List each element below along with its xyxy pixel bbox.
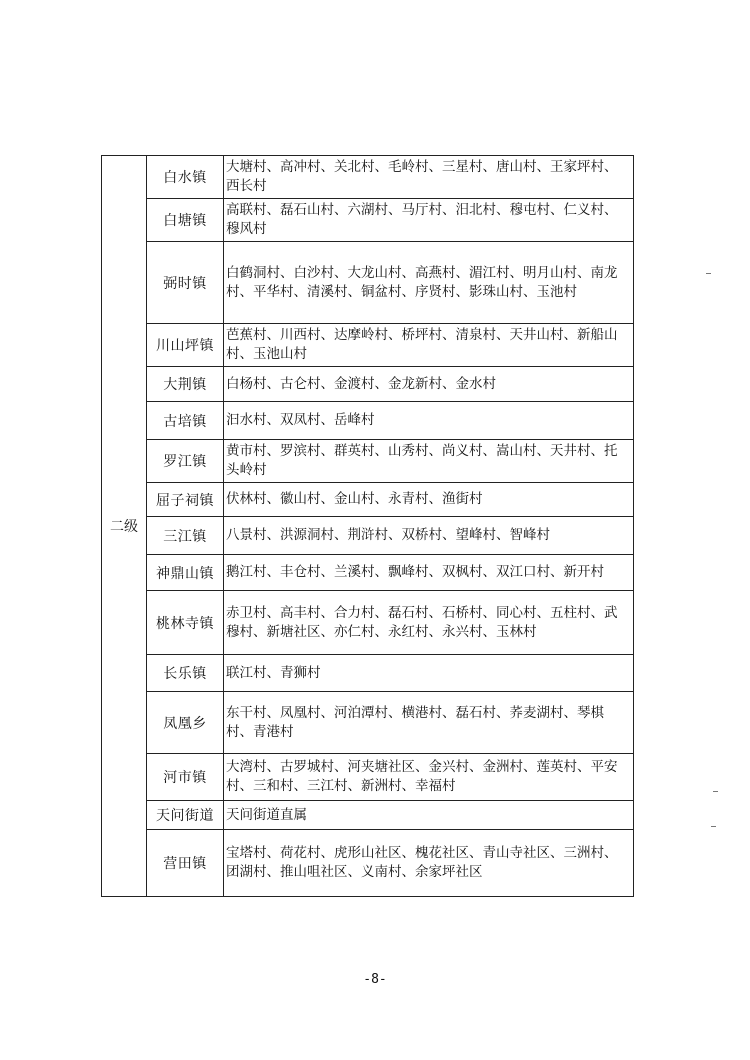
villages-cell: 天问街道直属 xyxy=(224,801,634,830)
villages-cell: 八景村、洪源洞村、荆浒村、双桥村、望峰村、智峰村 xyxy=(224,517,634,555)
villages-cell: 芭蕉村、川西村、达摩岭村、桥坪村、清泉村、天井山村、新船山村、玉池山村 xyxy=(224,324,634,367)
scan-speck xyxy=(711,826,716,827)
villages-cell: 伏林村、徽山村、金山村、永青村、渔街村 xyxy=(224,483,634,517)
villages-table xyxy=(101,155,634,897)
scan-speck xyxy=(713,791,718,792)
table-row xyxy=(102,655,634,692)
table-row xyxy=(102,754,634,801)
villages-cell: 黄市村、罗滨村、群英村、山秀村、尚义村、嵩山村、天井村、托头岭村 xyxy=(224,440,634,483)
table-row xyxy=(102,367,634,402)
villages-cell: 汩水村、双凤村、岳峰村 xyxy=(224,402,634,440)
page-number: -8- xyxy=(363,972,387,987)
town-cell: 古培镇 xyxy=(147,402,224,440)
town-cell: 凤凰乡 xyxy=(147,692,224,754)
town-cell: 弼时镇 xyxy=(147,242,224,324)
town-cell: 罗江镇 xyxy=(147,440,224,483)
scan-speck xyxy=(706,273,711,274)
table-row xyxy=(102,692,634,754)
villages-cell: 宝塔村、荷花村、虎形山社区、槐花社区、青山寺社区、三洲村、团湖村、推山咀社区、义南村、余家坪社区 xyxy=(224,830,634,897)
town-cell: 白水镇 xyxy=(147,156,224,199)
town-cell: 川山坪镇 xyxy=(147,324,224,367)
villages-cell: 大塘村、高冲村、关北村、毛岭村、三星村、唐山村、王家坪村、西长村 xyxy=(224,156,634,199)
villages-cell: 大湾村、古罗城村、河夹塘社区、金兴村、金洲村、莲英村、平安村、三和村、三江村、新洲村、幸福村 xyxy=(224,754,634,801)
town-cell: 大荆镇 xyxy=(147,367,224,402)
table-row xyxy=(102,402,634,440)
town-cell: 河市镇 xyxy=(147,754,224,801)
table-row xyxy=(102,801,634,830)
table-row xyxy=(102,324,634,367)
table-row xyxy=(102,483,634,517)
level-cell: 二级 xyxy=(102,156,147,897)
villages-cell: 鹅江村、丰仓村、兰溪村、飘峰村、双枫村、双江口村、新开村 xyxy=(224,555,634,591)
villages-cell: 白杨村、古仑村、金渡村、金龙新村、金水村 xyxy=(224,367,634,402)
villages-cell: 高联村、磊石山村、六湖村、马厅村、汨北村、穆屯村、仁义村、穆风村 xyxy=(224,199,634,242)
villages-cell: 联江村、青狮村 xyxy=(224,655,634,692)
town-cell: 桃林寺镇 xyxy=(147,591,224,655)
town-cell: 营田镇 xyxy=(147,830,224,897)
villages-cell: 东干村、凤凰村、河泊潭村、横港村、磊石村、荞麦湖村、琴棋村、青港村 xyxy=(224,692,634,754)
table-row xyxy=(102,242,634,324)
table-row xyxy=(102,830,634,897)
table-row xyxy=(102,440,634,483)
town-cell: 长乐镇 xyxy=(147,655,224,692)
table-row xyxy=(102,591,634,655)
villages-cell: 赤卫村、高丰村、合力村、磊石村、石桥村、同心村、五柱村、武穆村、新塘社区、亦仁村、永红村、永兴村、玉林村 xyxy=(224,591,634,655)
villages-cell: 白鹤洞村、白沙村、大龙山村、高燕村、湄江村、明月山村、南龙村、平华村、清溪村、铜盆村、序贤村、影珠山村、玉池村 xyxy=(224,242,634,324)
town-cell: 屈子祠镇 xyxy=(147,483,224,517)
town-cell: 白塘镇 xyxy=(147,199,224,242)
table-row xyxy=(102,555,634,591)
table-row xyxy=(102,156,634,199)
town-cell: 天问街道 xyxy=(147,801,224,830)
table-row xyxy=(102,517,634,555)
town-cell: 神鼎山镇 xyxy=(147,555,224,591)
table-row xyxy=(102,199,634,242)
town-cell: 三江镇 xyxy=(147,517,224,555)
